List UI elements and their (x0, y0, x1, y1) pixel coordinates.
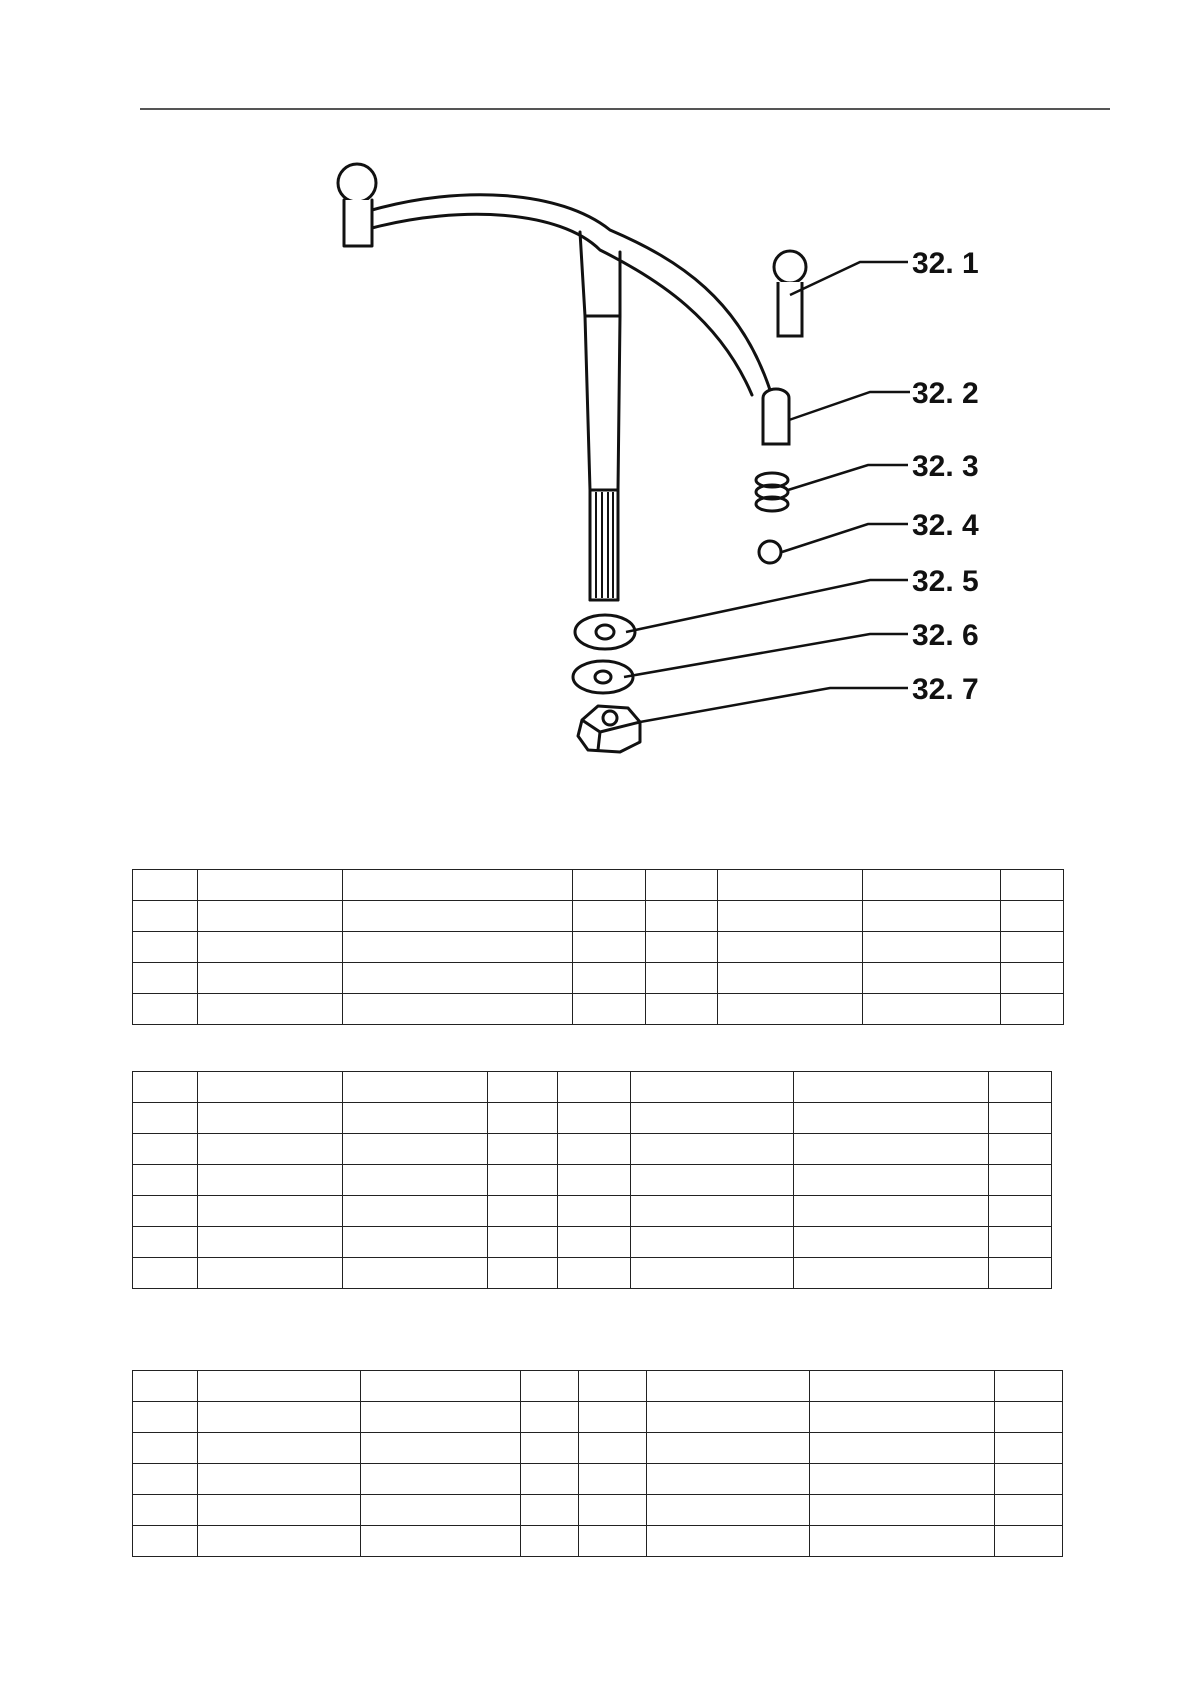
table-cell (558, 1134, 631, 1165)
table-cell (488, 1072, 558, 1103)
leader-32-3 (788, 465, 908, 490)
table-cell (198, 901, 343, 932)
table-cell (488, 1227, 558, 1258)
table-cell (573, 901, 646, 932)
table-cell (361, 1433, 521, 1464)
table-cell (361, 1371, 521, 1402)
table-cell (488, 1258, 558, 1289)
table-cell (573, 932, 646, 963)
table-row (133, 932, 1064, 963)
table-cell (863, 901, 1001, 932)
parts-table-3 (132, 1370, 1063, 1557)
table-cell (718, 870, 863, 901)
leader-32-7 (640, 688, 908, 722)
label-32-6: 32. 6 (912, 619, 979, 652)
leader-32-2 (789, 392, 910, 420)
table-cell (488, 1165, 558, 1196)
table-cell (361, 1526, 521, 1557)
table-cell (794, 1196, 989, 1227)
table-cell (989, 1196, 1052, 1227)
parts-table-2-body (133, 1072, 1052, 1289)
part-32-4 (759, 541, 781, 563)
table-cell (810, 1495, 995, 1526)
arm-lower-edge (372, 214, 752, 395)
table-cell (995, 1433, 1063, 1464)
table-cell (343, 1134, 488, 1165)
table-cell (647, 1464, 810, 1495)
table-cell (343, 901, 573, 932)
table-cell (133, 870, 198, 901)
table-cell (631, 1258, 794, 1289)
table-cell (810, 1526, 995, 1557)
table-cell (1001, 963, 1064, 994)
parts-table-2 (132, 1071, 1052, 1289)
arm-upper-edge (372, 195, 770, 390)
table-cell (863, 932, 1001, 963)
table-cell (647, 1526, 810, 1557)
table-cell (646, 994, 718, 1025)
table-cell (343, 932, 573, 963)
table-cell (631, 1227, 794, 1258)
table-cell (488, 1134, 558, 1165)
table-cell (198, 932, 343, 963)
table-cell (810, 1402, 995, 1433)
part-32-2 (763, 389, 789, 444)
table-cell (573, 963, 646, 994)
part-32-3 (756, 473, 788, 511)
table-cell (579, 1464, 647, 1495)
table-cell (361, 1402, 521, 1433)
table-cell (521, 1433, 579, 1464)
left-knob-pin (344, 200, 372, 246)
table-cell (646, 901, 718, 932)
label-32-4: 32. 4 (912, 509, 979, 542)
table-cell (646, 963, 718, 994)
table-cell (647, 1433, 810, 1464)
table-cell (198, 1072, 343, 1103)
table-cell (198, 1196, 343, 1227)
table-cell (343, 994, 573, 1025)
table-cell (133, 932, 198, 963)
table-cell (989, 1072, 1052, 1103)
table-cell (521, 1464, 579, 1495)
table-row (133, 1402, 1063, 1433)
table-cell (579, 1371, 647, 1402)
table-cell (863, 870, 1001, 901)
table-cell (995, 1526, 1063, 1557)
table-cell (521, 1371, 579, 1402)
table-cell (989, 1227, 1052, 1258)
table-cell (558, 1196, 631, 1227)
table-cell (631, 1134, 794, 1165)
table-cell (343, 1258, 488, 1289)
table-row (133, 1371, 1063, 1402)
table-cell (1001, 994, 1064, 1025)
table-cell (343, 1072, 488, 1103)
table-cell (343, 1227, 488, 1258)
label-32-7: 32. 7 (912, 673, 979, 706)
table-cell (133, 1072, 198, 1103)
table-cell (133, 963, 198, 994)
table-row (133, 1072, 1052, 1103)
table-row (133, 963, 1064, 994)
table-cell (718, 901, 863, 932)
table-cell (794, 1258, 989, 1289)
table-cell (573, 870, 646, 901)
table-cell (579, 1402, 647, 1433)
table-row (133, 1227, 1052, 1258)
table-cell (1001, 870, 1064, 901)
table-cell (718, 963, 863, 994)
table-cell (995, 1371, 1063, 1402)
table-cell (558, 1165, 631, 1196)
table-cell (631, 1196, 794, 1227)
table-cell (989, 1258, 1052, 1289)
table-cell (794, 1134, 989, 1165)
table-cell (133, 994, 198, 1025)
table-cell (794, 1227, 989, 1258)
table-cell (794, 1165, 989, 1196)
table-cell (989, 1165, 1052, 1196)
parts-table-3-body (133, 1371, 1063, 1557)
table-cell (573, 994, 646, 1025)
table-cell (133, 1103, 198, 1134)
table-cell (361, 1464, 521, 1495)
leader-32-5 (626, 580, 908, 632)
parts-table-1-body (133, 870, 1064, 1025)
leader-32-6 (624, 634, 908, 677)
table-row (133, 1464, 1063, 1495)
table-cell (647, 1495, 810, 1526)
table-cell (558, 1227, 631, 1258)
table-cell (198, 1433, 361, 1464)
table-cell (995, 1402, 1063, 1433)
table-cell (579, 1526, 647, 1557)
table-row (133, 870, 1064, 901)
table-cell (198, 1134, 343, 1165)
table-cell (133, 1134, 198, 1165)
table-cell (198, 1258, 343, 1289)
table-cell (521, 1495, 579, 1526)
label-32-3: 32. 3 (912, 450, 979, 483)
table-cell (133, 1464, 198, 1495)
table-cell (198, 963, 343, 994)
table-cell (198, 1526, 361, 1557)
table-cell (198, 1227, 343, 1258)
table-cell (133, 1495, 198, 1526)
table-cell (133, 901, 198, 932)
shaft-left-edge (580, 232, 590, 600)
table-row (133, 1165, 1052, 1196)
table-cell (133, 1433, 198, 1464)
table-cell (198, 1402, 361, 1433)
table-cell (133, 1227, 198, 1258)
table-cell (989, 1134, 1052, 1165)
table-cell (133, 1165, 198, 1196)
table-cell (810, 1433, 995, 1464)
table-cell (647, 1402, 810, 1433)
table-row (133, 1196, 1052, 1227)
parts-table-1 (132, 869, 1064, 1025)
table-cell (1001, 901, 1064, 932)
table-cell (863, 963, 1001, 994)
part-32-7 (578, 706, 640, 752)
table-row (133, 1258, 1052, 1289)
table-cell (521, 1402, 579, 1433)
table-cell (1001, 932, 1064, 963)
table-cell (646, 870, 718, 901)
table-cell (647, 1371, 810, 1402)
table-cell (343, 1196, 488, 1227)
table-cell (718, 994, 863, 1025)
table-cell (133, 1196, 198, 1227)
table-cell (133, 1402, 198, 1433)
label-32-5: 32. 5 (912, 565, 979, 598)
table-cell (631, 1072, 794, 1103)
table-cell (989, 1103, 1052, 1134)
table-row (133, 1134, 1052, 1165)
table-cell (133, 1258, 198, 1289)
table-cell (198, 1165, 343, 1196)
table-cell (558, 1103, 631, 1134)
table-cell (133, 1526, 198, 1557)
table-cell (995, 1464, 1063, 1495)
table-cell (631, 1165, 794, 1196)
table-cell (794, 1103, 989, 1134)
table-cell (718, 932, 863, 963)
table-cell (558, 1072, 631, 1103)
table-cell (646, 932, 718, 963)
table-cell (579, 1495, 647, 1526)
table-cell (198, 994, 343, 1025)
table-cell (343, 1103, 488, 1134)
table-row (133, 1103, 1052, 1134)
label-32-2: 32. 2 (912, 377, 979, 410)
table-cell (488, 1196, 558, 1227)
left-knob-ball (338, 164, 376, 202)
table-cell (810, 1464, 995, 1495)
table-cell (863, 994, 1001, 1025)
table-cell (810, 1371, 995, 1402)
table-cell (995, 1495, 1063, 1526)
table-cell (198, 870, 343, 901)
table-row (133, 1495, 1063, 1526)
leader-32-1 (790, 262, 908, 295)
leader-32-4 (782, 524, 908, 552)
table-cell (361, 1495, 521, 1526)
shaft-right-edge (618, 252, 620, 600)
table-cell (521, 1526, 579, 1557)
table-cell (198, 1495, 361, 1526)
table-row (133, 1433, 1063, 1464)
table-cell (133, 1371, 198, 1402)
table-cell (343, 870, 573, 901)
table-row (133, 901, 1064, 932)
table-cell (488, 1103, 558, 1134)
table-cell (558, 1258, 631, 1289)
table-cell (343, 963, 573, 994)
table-cell (343, 1165, 488, 1196)
label-32-1: 32. 1 (912, 247, 979, 280)
exploded-parts-diagram (0, 0, 1192, 800)
table-cell (198, 1371, 361, 1402)
table-cell (794, 1072, 989, 1103)
table-row (133, 1526, 1063, 1557)
table-cell (198, 1464, 361, 1495)
table-row (133, 994, 1064, 1025)
part-32-1 (774, 251, 806, 336)
table-cell (198, 1103, 343, 1134)
table-cell (579, 1433, 647, 1464)
table-cell (631, 1103, 794, 1134)
